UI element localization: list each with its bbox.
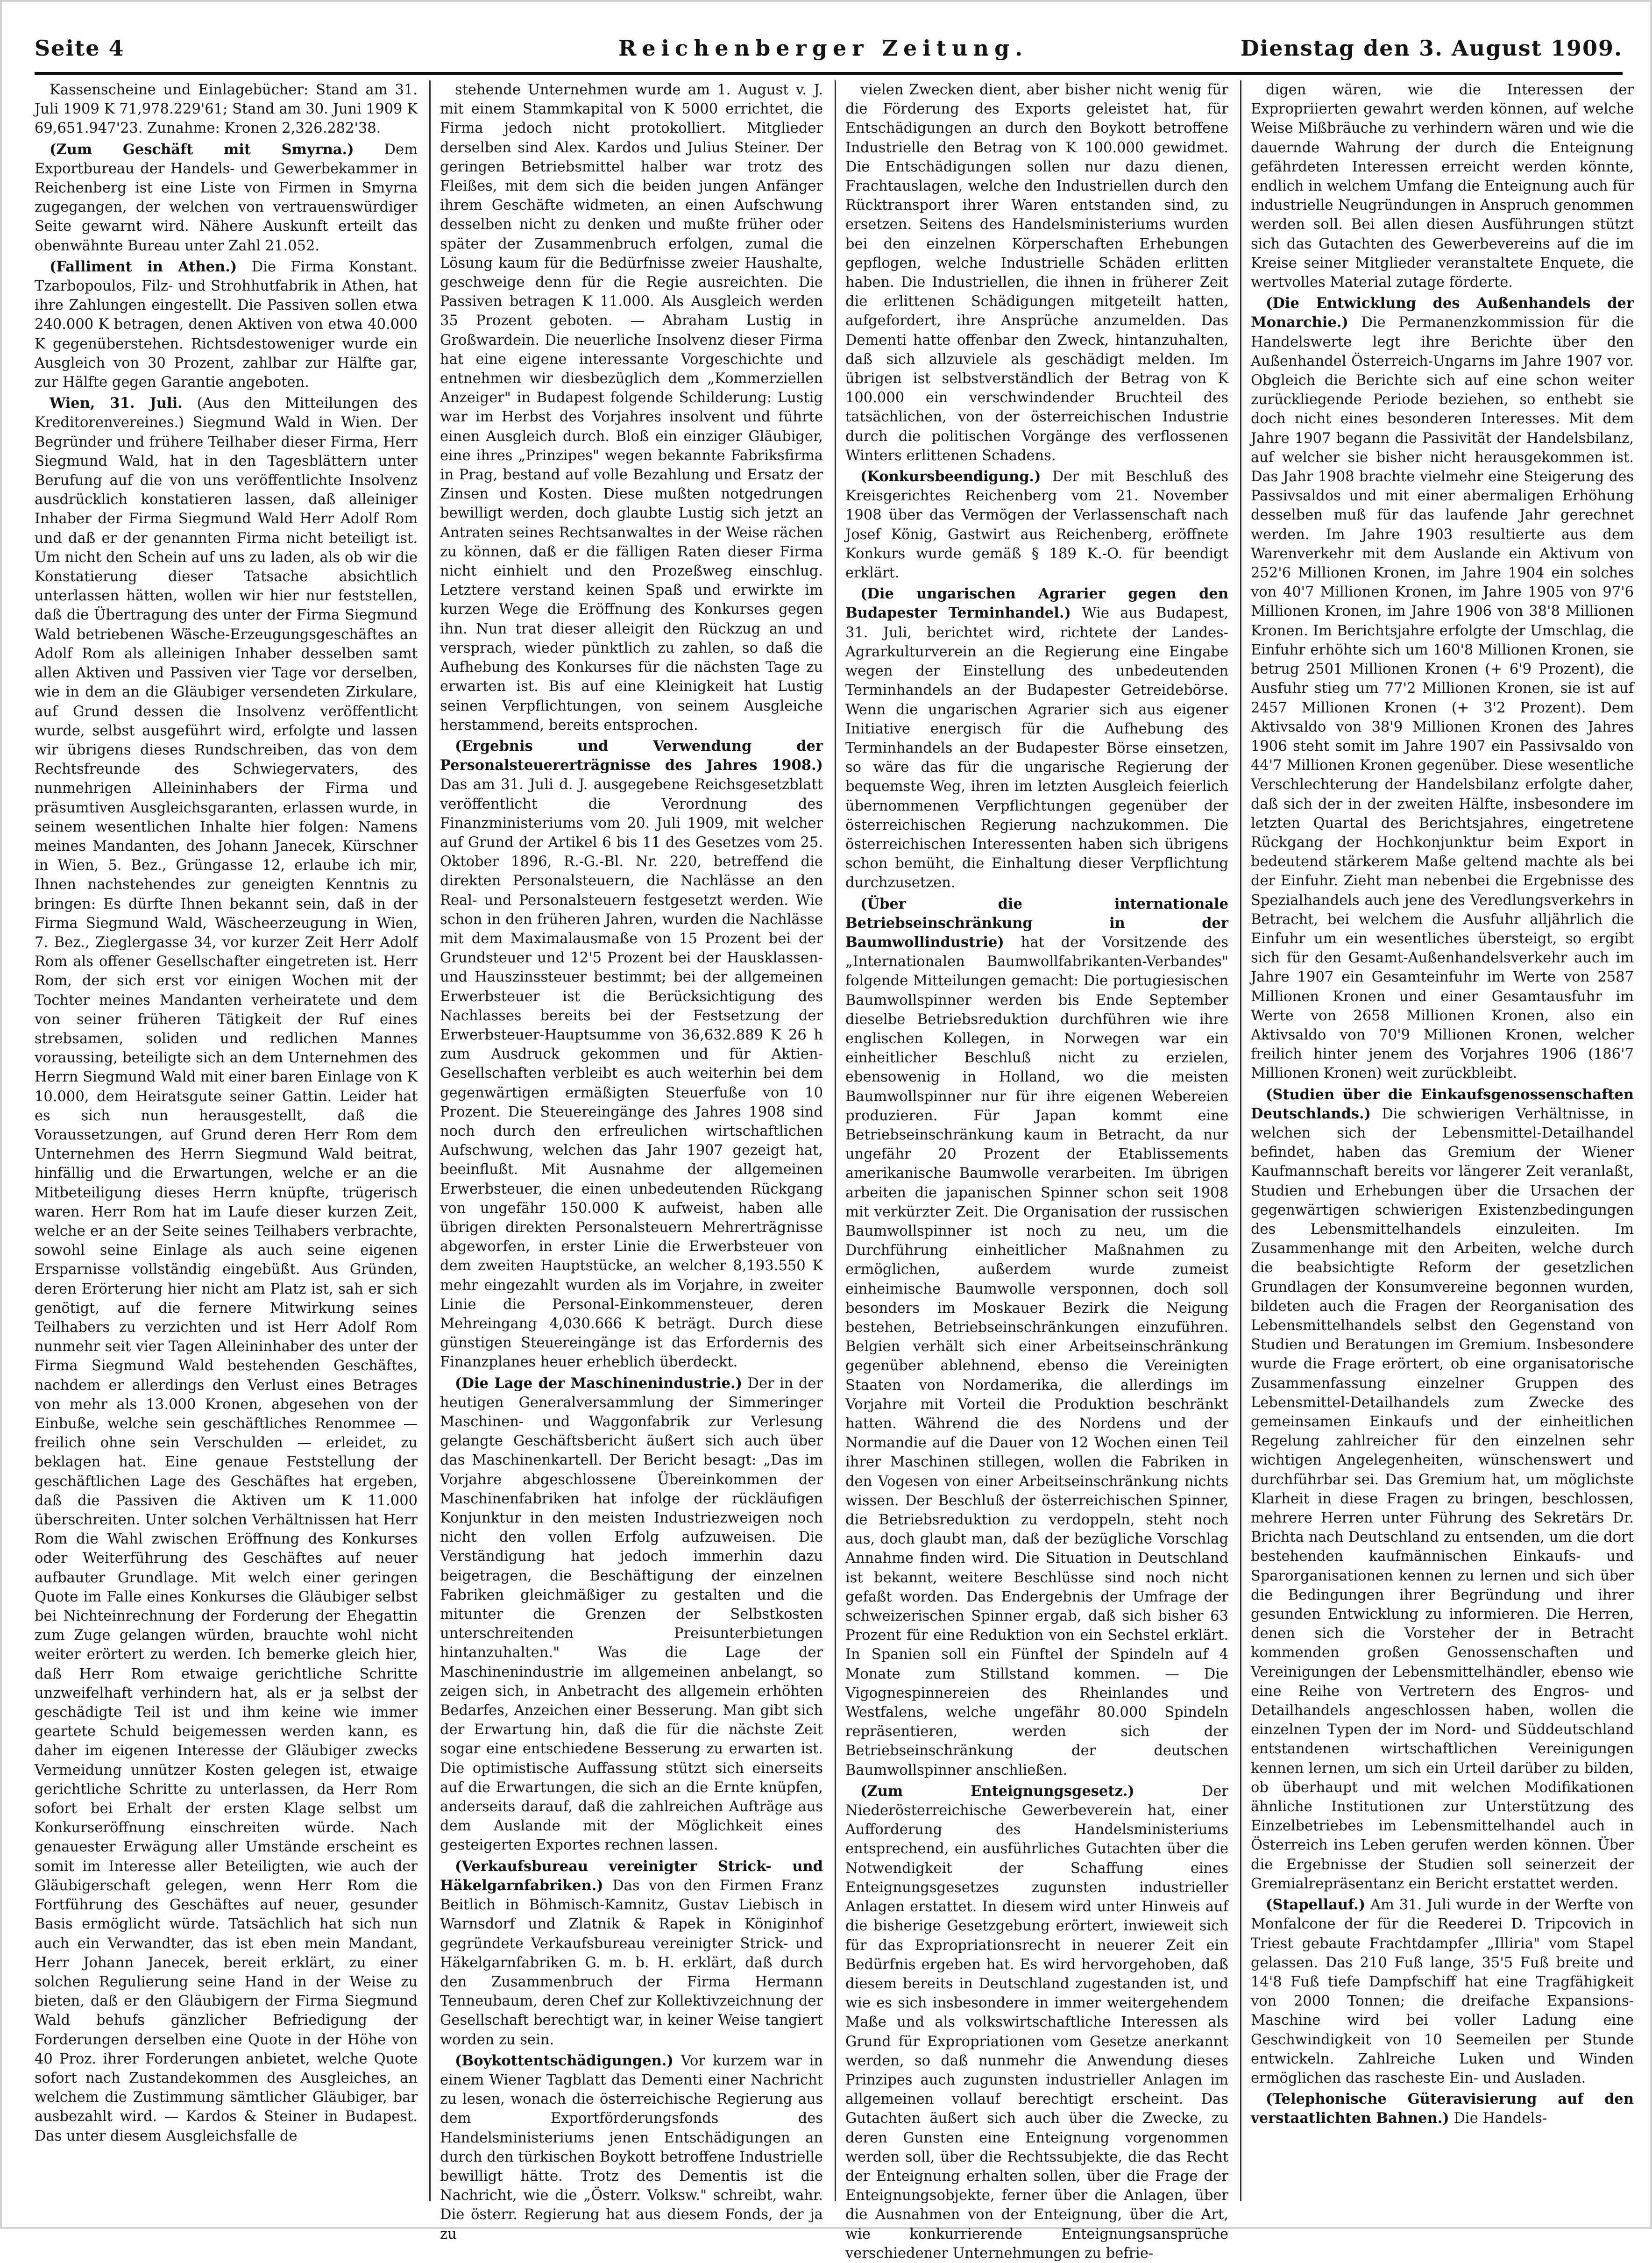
article-heading: (Telephonische Güteravisierung auf den verstaatlichten Bahnen.): [1251, 2091, 1634, 2127]
article-paragraph: [845, 895, 1228, 1780]
newspaper-title: Reichenberger Zeitung.: [618, 36, 1028, 61]
article-paragraph: [1251, 1895, 1634, 2088]
article-heading: (Zum Geschäft mit Smyrna.): [50, 141, 354, 158]
article-body: Dem Exportbureau der Handels- und Gewerbekammer in Reichenberg ist eine Liste von Firmen in Smyrna zugegangen, der welchen von vertrauenswürdiger Seite gewarnt wird. Nähere Auskunft erteilt das obenwähnte Bureau unter Zahl 21.052.: [35, 141, 418, 254]
column-3: [845, 80, 1229, 2262]
header-rule: [35, 72, 1623, 75]
article-paragraph: [440, 1374, 823, 1855]
article-body: stehende Unternehmen wurde am 1. August v. J. mit einem Stammkapital von K 5000 errichtet, die Firma jedoch nicht protokolliert. Mitglieder derselben sind Alex. Kardos und Julius Steiner. Der geringen Betriebsmittel halber war trotz des Fleißes, mit dem sich die beiden jungen Anfänger ihrem Geschäfte widmeten, an einen Aufschwung desselben nicht zu denken und mußte früher oder später der Zusammenbruch erfolgen, zumal die Lösung kaum für die Bedürfnisse zweier Haushalte, geschweige denn für die Regie ausreichten. Die Passiven betragen K 11.000. Als Ausgleich werden 35 Prozent geboten. — Abraham Lustig in Großwardein. Die neuerliche Insolvenz dieser Firma hat eine eigene interessante Vorgeschichte und entnehmen wir diesbezüglich dem „Kommerziellen Anzeiger" in Budapest folgende Schilderung: Lustig war im Herbst des Vorjahres insolvent und führte einen Ausgleich durch. Bloß ein einziger Gläubiger, eine ihres „Prinzipes" wegen bekannte Fabriksfirma in Prag, bestand auf volle Bezahlung und Ersatz der Zinsen und Kosten. Diese mußten notgedrungen bewilligt werden, doch glaubte Lustig sich jetzt an Antraten seines Rechtsanwaltes in der Weise rächen zu können, daß er die fälligen Raten dieser Firma nicht einhielt und den Prozeßweg einschlug. Letztere verstand keinen Spaß und erwirkte im kurzen Wege die Eröffnung des Konkurses gegen ihn. Nun trat dieser alleigit den Rückzug an und versprach, wieder pünktlich zu zahlen, so daß die Aufhebung des Konkurses für die nächsten Tage zu erwarten ist. Bis auf eine Kleinigkeit hat Lustig seinen Verpflichtungen, von seinem Ausgleiche herstammend, bereits entsprochen.: [440, 82, 823, 733]
article-body: Der mit Beschluß des Kreisgerichtes Reichenberg vom 21. November 1908 über das Vermögen der Verlassenschaft nach Josef König, Gastwirt aus Reichenberg, eröffnete Konkurs wurde gemäß § 189 K.-O. für beendigt erklärt.: [845, 469, 1228, 582]
article-heading: (Boykottentschädigungen.): [455, 2052, 674, 2069]
article-heading: (Die ungarischen Agrarier gegen den Budapester Terminhandel.): [845, 585, 1228, 622]
column-4: [1251, 80, 1634, 2201]
article-body: Wie aus Budapest, 31. Juli, berichtet wird, richtete der Landes-Agrarkulturverein an die Regierung eine Eingabe wegen der Einstellung des unbedeutenden Terminhandels an der Budapester Getreidebörse. Wenn die ungarischen Agrarier sich aus eigener Initiative energisch für die Aufhebung des Terminhandels an der Budapester Börse einsetzen, so wäre das für die ungarische Regierung der bequemste Weg, ihren im letzten Ausgleich feierlich übernommenen Verpflichtungen gegenüber der österreichischen Regierung nachzukommen. Die österreichischen Interessenten haben sich übrigens schon bemüht, die Einhaltung dieser Verpflichtung durchzusetzen.: [845, 605, 1228, 891]
article-paragraph: [440, 80, 823, 735]
article-body: Kassenscheine und Einlagebücher: Stand am 31. Juli 1909 K 71,978.229'61; Stand am 30. Juni 1909 K 69,651.947'23. Zunahme: Kronen 2,326.282'38.: [35, 82, 418, 137]
article-body: vielen Zwecken dient, aber bisher nicht wenig für die Förderung des Exports geleistet hat, für Entschädigungen an durch den Boykott betroffene Industrielle den Betrag von K 100.000 gewidmet. Die Entschädigungen sollen nur dazu dienen, Frachtauslagen, welche den Industriellen durch den Rücktransport ihrer Waren entstanden sind, zu ersetzen. Seitens des Handelsministeriums wurden bei den einzelnen Körperschaften Erhebungen gepflogen, welche Industrielle Schäden erlitten haben. Die Industriellen, die ihnen in früherer Zeit die erlittenen Schädigungen mitgeteilt hatten, aufgefordert, ihre Ansprüche anzumelden. Das Dementi hatte offenbar den Zweck, hintanzuhalten, daß sich allzuviele als geschädigt melden. Im übrigen ist selbstverständlich der Betrag von K 100.000 ein verschwindender Bruchteil des tatsächlichen, von der österreichischen Industrie durch die politischen Vorgänge des verflossenen Winters erlittenen Schadens.: [845, 82, 1228, 464]
article-paragraph: [35, 257, 418, 392]
article-body: Die Firma Konstant. Tzarbopoulos, Filz- und Strohhutfabrik in Athen, hat ihre Zahlungen eingestellt. Die Passiven sollen etwa 240.000 K betragen, denen Aktiven von etwa 40.000 K gegenüberstehen. Richtsdestoweniger wurde ein Ausgleich von 30 Prozent, zahlbar zur Hälfte gar, zur Hälfte gegen Garantie angeboten.: [35, 258, 418, 391]
masthead: [35, 36, 1623, 68]
article-paragraph: [1251, 294, 1634, 1083]
article-body: Am 31. Juli wurde in der Werfte von Monfalcone der für die Reederei D. Tripcovich in Triest gebaute Frachtdampfer „Illiria" vom Stapel gelassen. Das 210 Fuß lange, 35'5 Fuß breite und 14'8 Fuß tiefe Dampfschiff hat eine Tragfähigkeit von 2000 Tonnen; die dreifache Expansions-Maschine wird bei voller Ladung eine Geschwindigkeit von 10 Seemeilen per Stunde entwickeln. Zahlreiche Luken und Winden ermöglichen das rascheste Ein- und Ausladen.: [1251, 1897, 1634, 2086]
article-body: hat der Vorsitzende des „Internationalen Baumwollfabrikanten-Verbandes" folgende Mitteilungen gemacht: Die portugiesischen Baumwollspinner werden bis Ende September dieselbe Betriebsreduktion durchführen wie ihre englischen Kollegen, in Norwegen war ein einheitlicher Beschluß nicht zu erzielen, ebensowenig in Holland, wo die meisten Baumwollspinner nur für ihre eigenen Webereien produzieren. Für Japan kommt eine Betriebseinschränkung kaum in Betracht, da nur ungefähr 20 Prozent der Etablissements amerikanische Baumwolle verarbeiten. Im übrigen arbeiten die japanischen Spinner schon seit 1908 mit verkürzter Zeit. Die Organisation der russischen Baumwollspinner ist noch zu neu, um die Durchführung einheitlicher Maßnahmen zu ermöglichen, außerdem wurde zumeist einheimische Baumwolle versponnen, doch soll besonders im Moskauer Bezirk die Neigung bestehen, Betriebseinschränkungen einzuführen. Belgien verhält sich einer Arbeitseinschränkung gegenüber ablehnend, ebenso die Vereinigten Staaten von Nordamerika, die allerdings im Vorjahre mit Vorteil die Produktion beschränkt hatten. Während die des Nordens und der Normandie auf die Dauer von 12 Wochen einen Teil ihrer Maschinen stillegen, wollen die Fabriken in den Vogesen von einer Arbeitseinschränkung nichts wissen. Der Beschluß der österreichischen Spinner, die Betriebsreduktion zu verdoppeln, steht noch aus, doch glaubt man, daß der bezügliche Vorschlag Annahme finden wird. Die Situation in Deutschland ist bekannt, weitere Beschlüsse sind noch nicht gefaßt worden. Das Endergebnis der Umfrage der schweizerischen Spinner ergab, daß sich bisher 63 Prozent für eine Reduktion von ein Sechstel erklärt. In Spanien soll ein Fünftel der Spindeln auf 4 Monate zum Stillstand kommen. — Die Vigognespinnereien des Rheinlandes und Westfalens, welche ungefähr 80.000 Spindeln repräsentieren, werden sich der Betriebseinschränkung der deutschen Baumwollspinner anschließen.: [845, 934, 1229, 1779]
article-body: digen wären, wie die Interessen der Expropriierten gewahrt werden können, auf welche Weise Mißbräuche zu verhindern wären und wie die dauernde Wahrung der durch die Enteignung gefährdeten Interessen erreicht werden könnte, endlich in welchem Umfang die Enteignung auch für industrielle Neugründungen in Anspruch genommen werden soll. Bei allen diesen Ausführungen stützt sich das Gutachten des Gewerbevereins auf die im Kreise seiner Mitglieder veranstaltete Enquete, die wertvolles Material zutage förderte.: [1251, 82, 1634, 291]
column-divider: [1240, 80, 1241, 2201]
article-heading: (Falliment in Athen.): [50, 258, 237, 275]
article-paragraph: [1251, 2090, 1634, 2128]
article-heading: (Die Lage der Maschinenindustrie.): [455, 1374, 743, 1392]
column-divider: [835, 80, 836, 2201]
column-2: [440, 80, 823, 2242]
article-paragraph: [35, 80, 418, 138]
article-body: Die Permanenzkommission für die Handelswerte legt ihre Berichte über den Außenhandel Österreich-Ungarns im Jahre 1907 vor. Obgleich die Berichte sich auf eine schon weiter zurückliegende Periode beziehen, so enthebt sie doch nicht eines besonderen Interesses. Mit dem Jahre 1907 begann die Passivität der Handelsbilanz, auf welcher sie bisher nicht herausgekommen ist. Das Jahr 1908 brachte vielmehr eine Steigerung des Passivsaldos und mit einer abermaligen Erhöhung desselben muß für das laufende Jahr gerechnet werden. Im Jahre 1903 resultierte aus dem Warenverkehr mit dem Auslande ein Aktivum von 252'6 Millionen Kronen, im Jahre 1904 ein solches von 40'7 Millionen Kronen, im Jahre 1905 von 97'6 Millionen Kronen, im Jahre 1906 von 38'8 Millionen Kronen. Im Berichtsjahre erfolgte der Umschlag, die Einfuhr erhöhte sich um 160'8 Millionen Kronen, sie betrug 2501 Millionen Kronen (+ 6'9 Prozent), die Ausfuhr stieg um 77'2 Millionen Kronen, sie ist auf 2457 Millionen Kronen (+ 3'2 Prozent). Dem Aktivsaldo von 38'9 Millionen Kronen des Jahres 1906 steht somit im Jahre 1907 ein Passivsaldo von 44'7 Millionen Kronen gegenüber. Diese wesentliche Verschlechterung der Handelsbilanz erfolgte daher, daß sich der in der zweiten Hälfte, insbesondere im letzten Quartal des Berichtsjahres, eingetretene Rückgang der Hochkonjunktur beim Export in bedeutend stärkerem Maße geltend machte als bei der Einfuhr. Zieht man nebenbei die Ergebnisse des Spezialhandels auch jene des Veredlungsverkehrs in Betracht, bei welchem die Ausfuhr alljährlich die Einfuhr um ein wesentliches übersteigt, so ergibt sich für den Gesamt-Außenhandelsverkehr auch im Jahre 1907 ein Gesamteinfuhr im Werte von 2587 Millionen Kronen und einer Gesamtausfuhr im Werte von 2658 Millionen Kronen, also ein Aktivsaldo von 70'9 Millionen Kronen, welcher freilich hinter jenem des Vorjahres 1906 (186'7 Millionen Kronen) weit zurückbleibt.: [1251, 314, 1634, 1082]
article-body: Der Niederösterreichische Gewerbeverein hat, einer Aufforderung des Handelsministeriums entsprechend, ein ausführliches Gutachten über die Notwendigkeit der Schaffung eines Enteignungsgesetzes zugunsten industrieller Anlagen erstattet. In diesem wird unter Hinweis auf die bisherige Gesetzgebung erörtert, inwieweit sich für das Expropriationsrecht in neuerer Zeit ein Bedürfnis ergeben hat. Es wird hervorgehoben, daß diesem bereits in Deutschland zugestanden ist, und wie es sich insbesondere in immer weitergehendem Maße und als volkswirtschaftliche Interessen als Grund für Expropriationen vom Gesetze anerkannt werden, so daß nunmehr die Anwendung dieses Prinzipes auch zugunsten industrieller Anlagen im allgemeinen vollauf berechtigt erscheint. Das Gutachten äußert sich auch über die Zwecke, zu deren Gunsten eine Enteignung vorgenommen werden soll, über die Rechtssubjekte, die das Recht der Enteignung erhalten sollen, über die Frage der Enteignungsobjekte, ferner über die Anlagen, über die Ausnahmen von der Enteignung, über die Art, wie konkurrierende Enteignungsansprüche verschiedener Unternehmungen zu befrie-: [845, 1783, 1228, 2262]
article-paragraph: [845, 80, 1228, 465]
article-paragraph: [440, 2051, 823, 2244]
article-heading: (Über die internationale Betriebseinschränkung in der Baumwollindustrie): [845, 895, 1228, 951]
page-number: Seite 4: [35, 36, 125, 61]
article-body: Das von den Firmen Franz Beitlich in Böhmisch-Kamnitz, Gustav Liebisch in Warnsdorf und Zlatnik & Rapek in Königinhof gegründete Verkaufsbureau vereinigter Strick- und Häkelgarnfabriken G. m. b. H. erklärt, daß durch den Zusammenbruch der Firma Hermann Tenneubaum, deren Chef zur Kollektivzeichnung der Gesellschaft berechtigt war, in keiner Weise tangiert worden zu sein.: [440, 1877, 823, 2048]
article-paragraph: [845, 584, 1228, 892]
article-body: Die schwierigen Verhältnisse, in welchen sich der Lebensmittel-Detailhandel befindet, haben das Gremium der Wiener Kaufmannschaft bereits vor längerer Zeit veranlaßt, Studien und Erhebungen über die Ursachen der gegenwärtigen schwierigen Existenzbedingungen des Lebensmittelhandels einzuleiten. Im Zusammenhange mit den Arbeiten, welche durch die beabsichtigte Reform der gesetzlichen Grundlagen der Konsumvereine begonnen wurden, bildeten auch die Fragen der Reorganisation des Lebensmittelhandels selbst den Gegenstand von Studien und Beratungen im Gremium. Insbesondere wurde die Frage erörtert, ob eine organisatorische Zusammenfassung einzelner Gruppen des Lebensmittel-Detailhandels zum Zwecke des gemeinsamen Einkaufs und der einheitlichen Regelung zahlreicher für den einzelnen sehr wichtigen Angelegenheiten, wünschenswert und durchführbar sei. Das Gremium hat, um möglichste Klarheit in diese Fragen zu bringen, beschlossen, mehrere Herren unter Führung des Sekretärs Dr. Brichta nach Deutschland zu entsenden, um die dort bestehenden kaufmännischen Einkaufs- und Sparorganisationen kennen zu lernen und sich über die Bedingungen ihrer Begründung und ihrer gesunden Entwicklung zu informieren. Die Herren, denen sich die Vorsteher der in Betracht kommenden großen Genossenschaften und Vereinigungen der Lebensmittelhändler, ebenso wie eine Reihe von Vertretern des Engros- und Detailhandels angeschlossen haben, wollen die einzelnen Typen der im Nord- und Süddeutschland entstandenen wirtschaftlichen Vereinigungen kennen lernen, um sich ein Urteil darüber zu bilden, ob überhaupt und mit welchen Modifikationen ähnliche Institutionen zur Unterstützung des Einzelbetriebes im Lebensmittelhandel auch in Österreich ins Leben gerufen werden können. Über die Ergebnisse der Studien soll seinerzeit der Gremialrepräsentanz ein Bericht erstattet werden.: [1251, 1105, 1634, 1892]
article-paragraph: [35, 394, 418, 2145]
article-heading: (Verkaufsbureau vereinigter Strick- und Häkelgarnfabriken.): [440, 1857, 823, 1894]
article-body: (Aus den Mitteilungen des Kreditorenvereines.) Siegmund Wald in Wien. Der Begründer und frühere Teilhaber dieser Firma, Herr Siegmund Wald, hat in den Tagesblättern unter Berufung auf die von uns veröffentlichte Insolvenz ausdrücklich konstatieren lassen, daß alleiniger Inhaber der Firma Siegmund Wald Herr Adolf Rom und daß er der genannten Firma nicht beteiligt ist. Um nicht den Schein auf uns zu laden, als ob wir die Konstatierung dieser Tatsache absichtlich unterlassen hätten, wollen wir hier nur feststellen, daß die Übertragung des unter der Firma Siegmund Wald betriebenen Wäsche-Erzeugungsgeschäftes an Adolf Rom als alleinigen Inhaber desselben samt allen Aktiven und Passiven vier Tage vor derselben, wie in dem an die Gläubiger versendeten Zirkulare, auf Grund dessen die Insolvenz veröffentlicht wurde, selbst ausgeführt wird, erfolgte und lassen wir übrigens dieses Rundschreiben, das von dem Rechtsfreunde des Schwiegervaters, des nunmehrigen Alleininhabers der Firma und präsumtiven Ausgleichsgaranten, erlassen wurde, in seinem wesentlichen Inhalte hier folgen: Namens meines Mandanten, des Johann Janecek, Kürschner in Wien, 5. Bez., Grüngasse 12, erlaube ich mir, Ihnen nachstehendes zur geneigten Kenntnis zu bringen: Es dürfte Ihnen bekannt sein, daß in der Firma Siegmund Wald, Wäscheerzeugung in Wien, 7. Bez., Zieglergasse 34, vor kurzer Zeit Herr Adolf Rom als offener Gesellschafter eingetreten ist. Herr Rom, der sich erst vor einigen Wochen mit der Tochter meines Mandanten verheiratete und dem von seiner früheren Tätigkeit der Ruf eines strebsamen, soliden und redlichen Mannes voraussing, beteiligte sich an dem Unternehmen des Herrn Siegmund Wald mit einer baren Einlage von K 10.000, dem Heiratsgute seiner Gattin. Leider hat es sich nun herausgestellt, daß die Voraussetzungen, auf Grund deren Herr Rom dem Unternehmen des Herrn Siegmund Wald beitrat, hinfällig und die Erwartungen, welche er an die Mitbeteiligung dieses Herrn knüpfte, trügerisch waren. Herr Rom hat im Laufe dieser kurzen Zeit, welche er an der Seite seines Teilhabers verbrachte, sowohl seine Einlage als auch seine eigenen Ersparnisse vollständig eingebüßt. Aus Gründen, deren Erörterung hier nicht am Platz ist, sah er sich genötigt, auf die fernere Mitwirkung seines Teilhabers zu verzichten und ist Herr Adolf Rom nunmehr seit vier Tagen Alleininhaber des unter der Firma Siegmund Wald bestehenden Geschäftes, nachdem er allerdings den Verlust eines Betrages von mehr als 13.000 Kronen, abgesehen von der Einbuße, welche sein geschäftliches Renommee — freilich ohne sein Verschulden — erleidet, zu beklagen hat. Eine genaue Feststellung der geschäftlichen Lage des Geschäftes hat ergeben, daß die Passiven die Aktiven um K 11.000 überschreiten. Unter solchen Verhältnissen hat Herr Rom die Wahl zwischen Eröffnung des Konkurses oder Weiterführung des Geschäftes auf neuer aufbauter Grundlage. Mit welch einer geringen Quote im Falle eines Konkurses die Gläubiger selbst bei Nichteinrechnung der Forderung der Ehegattin zum Zuge gelangen würden, brauchte wohl nicht weiter erörtert zu werden. Ich bemerke gleich hier, daß Herr Rom etwaige gerichtliche Schritte unzweifelhaft verhindern hat, als er ja selbst der geschädigte Teil ist und ihm keine wie immer geartete Schuld beigemessen werden kann, es daher im eigenen Interesse der Gläubiger zwecks Vermeidung unnützer Kosten gelegen ist, etwaige gerichtliche Schritte zu unterlassen, da Herr Rom sofort bei Erhalt der ersten Klage selbst um Konkurseröffnung einschreiten würde. Nach genauester Erwägung aller Umstände erscheint es somit im Interesse aller Beteiligten, wie auch der Gläubigerschaft gelegen, wenn Herr Rom die Fortführung des Geschäftes auf neuer, gesunder Basis ermöglicht würde. Tatsächlich hat sich nun auch ein Verwandter, das ist eben mein Mandant, Herr Johann Janecek, bereit erklärt, zu einer solchen Regulierung seine Hand in der Weise zu bieten, daß er den Gläubigern der Firma Siegmund Wald behufs gänzlicher Befriedigung der Forderungen derselben eine Quote in der Höhe von 40 Proz. ihrer Forderungen anbietet, welche Quote sofort nach Zustandekommen des Ausgleiches, an welchem die Zustimmung sämtlicher Gläubiger, bar ausbezahlt wird. — Kardos & Steiner in Budapest. Das unter diesem Ausgleichsfalle de: [35, 395, 418, 2144]
article-body: Vor kurzem war in einem Wiener Tagblatt das Dementi einer Nachricht zu lesen, wonach die österreichische Regierung aus dem Exportförderungsfonds des Handelsministeriums jenen Entschädigungen an durch den türkischen Boykott betroffene Industrielle bewilligt hätte. Trotz des Dementis ist die Nachricht, wie die „Österr. Volksw." schreibt, wahr. Die österr. Regierung hat aus diesem Fonds, der ja zu: [440, 2052, 823, 2242]
article-paragraph: [440, 1857, 823, 2050]
issue-date: Dienstag den 3. August 1909.: [1240, 36, 1623, 61]
article-heading: (Ergebnis und Verwendung der Personalsteuererträgnisse des Jahres 1908.): [440, 737, 823, 774]
article-heading: (Die Entwicklung des Außenhandels der Monarchie.): [1251, 295, 1634, 331]
article-body: Der in der heutigen Generalversammlung der Simmeringer Maschinen- und Waggonfabrik zur Verlesung gelangte Geschäftsbericht äußert sich auch über das Maschinenkartell. Der Bericht besagt: „Das im Vorjahre abgeschlossene Übereinkommen der Maschinenfabriken hat infolge der rückläufigen Konjunktur in den meisten Industriezweigen noch nicht den vollen Erfolg aufzuweisen. Die Verständigung hat jedoch immerhin dazu beigetragen, die Beschäftigung der einzelnen Fabriken gleichmäßiger zu gestalten und die mitunter die Grenzen der Selbstkosten unterschreitenden Preisunterbietungen hintanzuhalten." Was die Lage der Maschinenindustrie im allgemeinen anbelangt, so zeigen sich, in Anbetracht des allgemein erhöhten Bedarfes, Anzeichen einer Besserung. Man gibt sich der Erwartung hin, daß die für die nächste Zeit sogar eine entschiedene Besserung zu erwarten ist. Die optimistische Auffassung stützt sich einerseits auf die Erwartungen, die sich an die Ernte knüpfen, anderseits darauf, daß die zahlreichen Aufträge aus dem Auslande mit der Möglichkeit eines gesteigerten Exportes rechnen lassen.: [440, 1375, 823, 1854]
column-divider: [429, 80, 431, 2201]
article-paragraph: [845, 1782, 1228, 2263]
article-columns: [35, 80, 1634, 2262]
article-paragraph: [440, 737, 823, 1372]
article-body: Die Handels-: [1453, 2110, 1547, 2127]
article-heading: (Konkursbeendigung.): [860, 468, 1041, 485]
article-paragraph: [845, 467, 1228, 583]
article-heading: (Studien über die Einkaufsgenossenschaften Deutschlands.): [1251, 1086, 1634, 1122]
article-paragraph: [35, 140, 418, 256]
article-paragraph: [1251, 80, 1634, 292]
article-heading: (Zum Enteignungsgesetz.): [860, 1782, 1134, 1800]
article-body: Das am 31. Juli d. J. ausgegebene Reichsgesetzblatt veröffentlicht die Verordnung des Finanzministeriums vom 20. Juli 1909, mit welcher auf Grund der Artikel 6 bis 11 des Gesetzes vom 25. Oktober 1896, R.-G.-Bl. Nr. 220, betreffend die direkten Personalsteuern, die Nachlässe an den Real- und Personalsteuern festgesetzt werden. Wie schon in den früheren Jahren, wurden die Nachlässe mit dem Maximalausmaße von 15 Prozent bei der Grundsteuer und 12'5 Prozent bei der Hausklassen- und Hauszinssteuer bestimmt; bei der allgemeinen Erwerbsteuer ist die Berücksichtigung des Nachlasses bereits bei der Festsetzung der Erwerbsteuer-Hauptsumme von 36,632.889 K 26 h zum Ausdruck gekommen und für Aktien-Gesellschaften verbleibt es auch weiterhin bei dem gegenwärtigen ermäßigten Steuerfuße von 10 Prozent. Die Steuereingänge des Jahres 1908 sind noch durch den erfreulichen wirtschaftlichen Aufschwung, welchen das Jahr 1907 gezeigt hat, beeinflußt. Mit Ausnahme der allgemeinen Erwerbsteuer, die einen unbedeutenden Rückgang von ungefähr 150.000 K aufweist, haben alle übrigen direkten Personalsteuern Mehrerträgnisse abgeworfen, in erster Linie die Erwerbsteuer von dem zweiten Hauptstücke, an welcher 8,193.550 K mehr eingezahlt wurden als im Vorjahre, in zweiter Linie die Personal-Einkommensteuer, deren Mehreingang 4,030.666 K beträgt. Durch diese günstigen Steuereingänge ist das Erfordernis des Finanzplanes heuer erheblich überdeckt.: [440, 776, 823, 1371]
article-heading: Wien, 31. Juli.: [50, 395, 183, 412]
article-heading: (Stapellauf.): [1266, 1896, 1366, 1914]
column-1: [35, 80, 418, 2201]
article-paragraph: [1251, 1085, 1634, 1894]
